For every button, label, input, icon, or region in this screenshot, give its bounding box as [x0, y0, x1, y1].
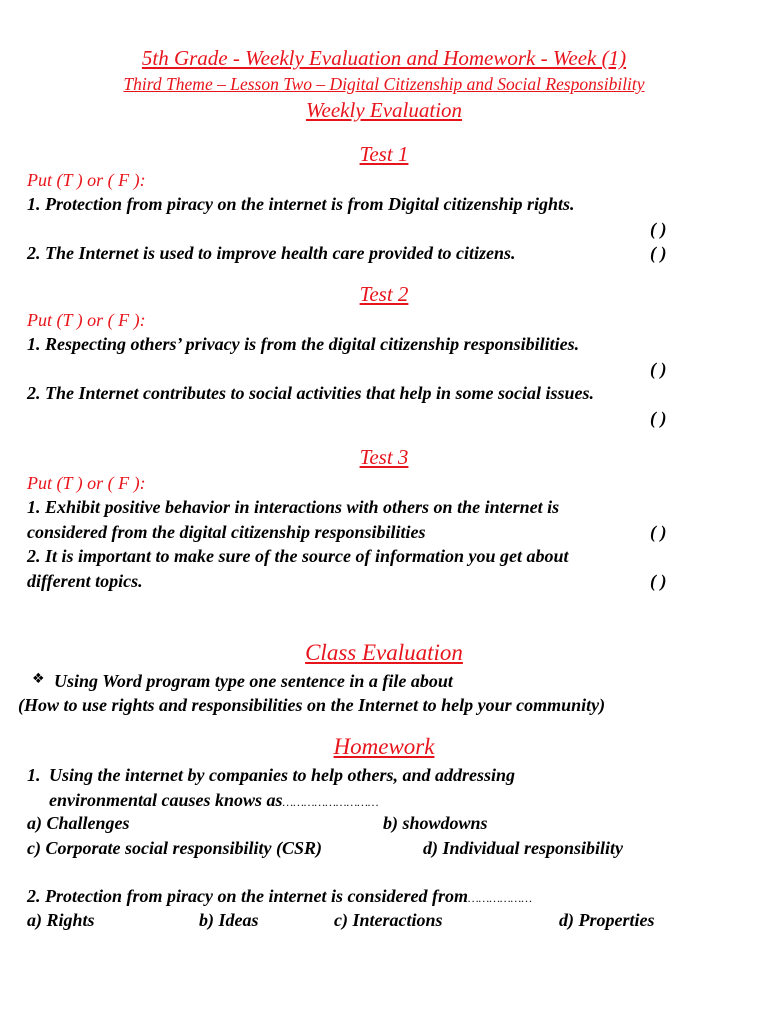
test-3-question-1-line-1: 1. Exhibit positive behavior in interactions with others on the internet is — [27, 497, 560, 517]
homework-q1-line-2 — [49, 790, 379, 811]
diamond-bullet-icon: ❖ — [32, 671, 45, 687]
test-1-answer-1-blank[interactable]: ( ) — [650, 219, 667, 239]
test-1-instruction: Put (T ) or ( F ): — [27, 170, 146, 190]
test-2-answer-1-blank[interactable]: ( ) — [650, 359, 667, 379]
test-2-title: Test 2 — [359, 282, 409, 306]
test-1-question-1: 1. Protection from piracy on the internet is from Digital citizenship rights. — [27, 194, 575, 214]
test-2-question-2: 2. The Internet contributes to social activities that help in some social issues. — [27, 383, 595, 403]
homework-q2-option-b[interactable]: b) Ideas — [199, 910, 259, 930]
homework-q2-text: 2. Protection from piracy on the internet is considered from — [27, 886, 468, 906]
test-1-question-2: 2. The Internet is used to improve health care provided to citizens. — [27, 243, 516, 263]
test-3-question-2-line-2: different topics. — [27, 571, 143, 591]
homework-q1-blank[interactable]: ……………………… — [282, 795, 379, 809]
weekly-evaluation-heading: Weekly Evaluation — [305, 98, 463, 122]
homework-q1-option-b[interactable]: b) showdowns — [383, 813, 488, 833]
homework-heading: Homework — [333, 734, 435, 759]
homework-q2-option-a[interactable]: a) Rights — [27, 910, 95, 930]
test-2-answer-2-blank[interactable]: ( ) — [650, 408, 667, 428]
homework-q1-number: 1. — [27, 765, 41, 785]
test-3-instruction: Put (T ) or ( F ): — [27, 473, 146, 493]
test-1-answer-2-blank[interactable]: ( ) — [650, 243, 667, 263]
homework-q2-option-d[interactable]: d) Properties — [559, 910, 655, 930]
homework-q2-blank[interactable]: ……………… — [468, 891, 533, 905]
test-3-question-1-line-2: considered from the digital citizenship responsibilities — [27, 522, 426, 542]
homework-q2-option-c[interactable]: c) Interactions — [334, 910, 443, 930]
homework-q1-option-a[interactable]: a) Challenges — [27, 813, 130, 833]
homework-q1-option-c[interactable]: c) Corporate social responsibility (CSR) — [27, 838, 323, 858]
worksheet-subtitle: Third Theme – Lesson Two – Digital Citizenship and Social Responsibility — [123, 74, 645, 94]
homework-q2-line — [27, 886, 532, 907]
homework-q1-option-d[interactable]: d) Individual responsibility — [423, 838, 624, 858]
homework-q1-text: environmental causes knows as — [49, 790, 283, 810]
test-3-answer-1-blank[interactable]: ( ) — [650, 522, 667, 542]
test-2-instruction: Put (T ) or ( F ): — [27, 310, 146, 330]
test-3-answer-2-blank[interactable]: ( ) — [650, 571, 667, 591]
test-3-question-2-line-1: 2. It is important to make sure of the source of information you get about — [27, 546, 569, 566]
class-evaluation-heading: Class Evaluation — [305, 640, 463, 665]
test-2-question-1: 1. Respecting others’ privacy is from the digital citizenship responsibilities. — [27, 334, 580, 354]
worksheet-title: 5th Grade - Weekly Evaluation and Homework - Week (1) — [141, 46, 627, 70]
test-3-title: Test 3 — [359, 445, 409, 469]
homework-q1-line-1: Using the internet by companies to help others, and addressing — [49, 765, 516, 785]
class-evaluation-topic: (How to use rights and responsibilities on the Internet to help your community) — [18, 695, 606, 715]
class-evaluation-task: Using Word program type one sentence in a file about — [54, 671, 453, 691]
test-1-title: Test 1 — [359, 142, 409, 166]
